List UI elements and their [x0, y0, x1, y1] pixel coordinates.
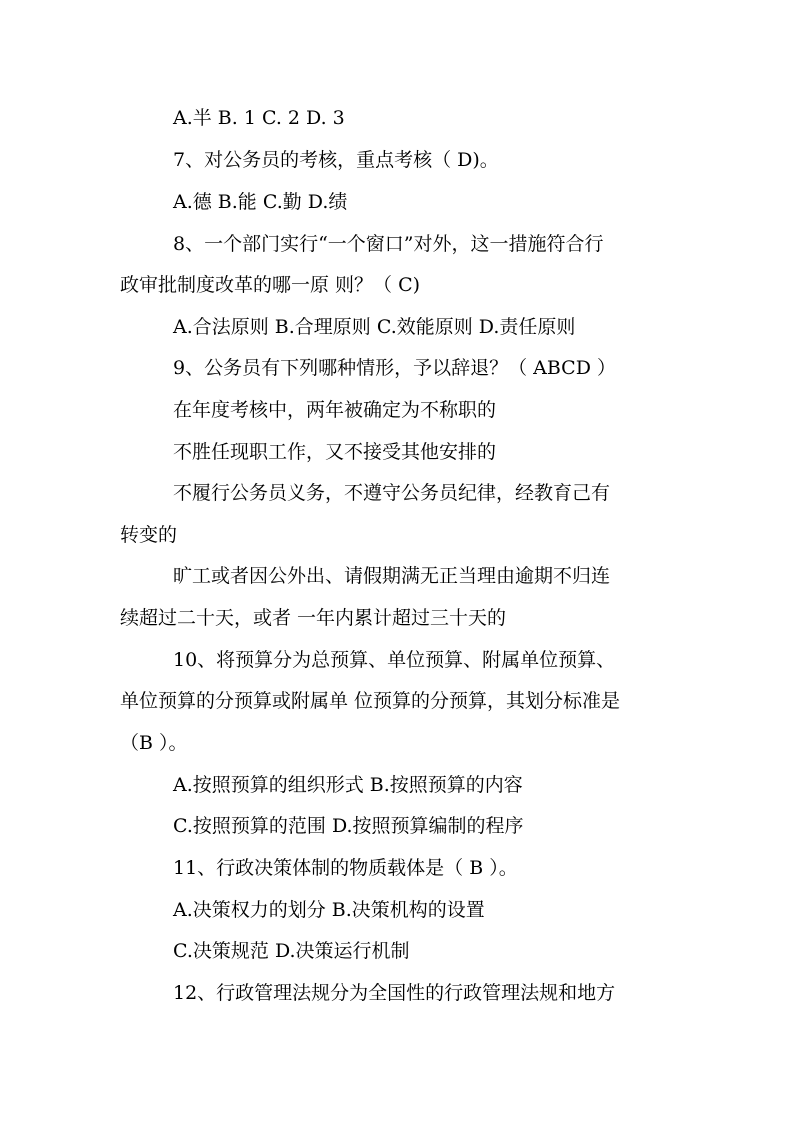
- text-line-question-11: 11、行政决策体制的物质载体是（ B ）。: [173, 857, 518, 879]
- text-line-option-8: A.合法原则 B.合理原则 C.效能原则 D.责任原则: [173, 316, 576, 338]
- text-line-option-9d: 旷工或者因公外出、请假期满无正当理由逾期不归连: [173, 565, 611, 587]
- text-line-option-11b: C.决策规范 D.决策运行机制: [173, 940, 410, 962]
- text-line-option-7: A.德 B.能 C.勤 D.绩: [173, 191, 348, 213]
- text-line-option-9c-cont: 转变的: [120, 524, 178, 546]
- text-line-option-9b: 不胜任现职工作，又不接受其他安排的: [173, 441, 497, 463]
- text-line-option-10b: C.按照预算的范围 D.按照预算编制的程序: [173, 815, 524, 837]
- text-line-option-9c: 不履行公务员义务，不遵守公务员纪律，经教育己有: [173, 482, 611, 504]
- text-line-option-9d-cont: 续超过二十天，或者 一年内累计超过三十天的: [120, 607, 507, 629]
- text-line-question-9: 9、公务员有下列哪种情形，予以辞退？（ ABCD ）: [173, 357, 616, 379]
- text-line-option-11a: A.决策权力的划分 B.决策机构的设置: [173, 899, 485, 921]
- text-line-question-7: 7、对公务员的考核，重点考核（ D)。: [173, 149, 499, 171]
- text-line-option-10a: A.按照预算的组织形式 B.按照预算的内容: [173, 774, 523, 796]
- text-line-option-9a: 在年度考核中，两年被确定为不称职的: [173, 399, 497, 421]
- text-line-question-8-cont: 政审批制度改革的哪一原 则？（ C): [120, 274, 421, 296]
- text-line-question-12: 12、行政管理法规分为全国性的行政管理法规和地方: [173, 982, 616, 1004]
- text-line-question-8: 8、一个部门实行“一个窗口”对外，这一措施符合行: [173, 233, 604, 255]
- text-line-question-10-answer: （B ）。: [120, 732, 188, 754]
- text-line-question-10: 10、将预算分为总预算、单位预算、附属单位预算、: [173, 649, 616, 671]
- text-line-question-10-cont: 单位预算的分预算或附属单 位预算的分预算，其划分标准是: [120, 690, 621, 712]
- text-line-option-6: A.半 B. 1 C. 2 D. 3: [173, 107, 345, 129]
